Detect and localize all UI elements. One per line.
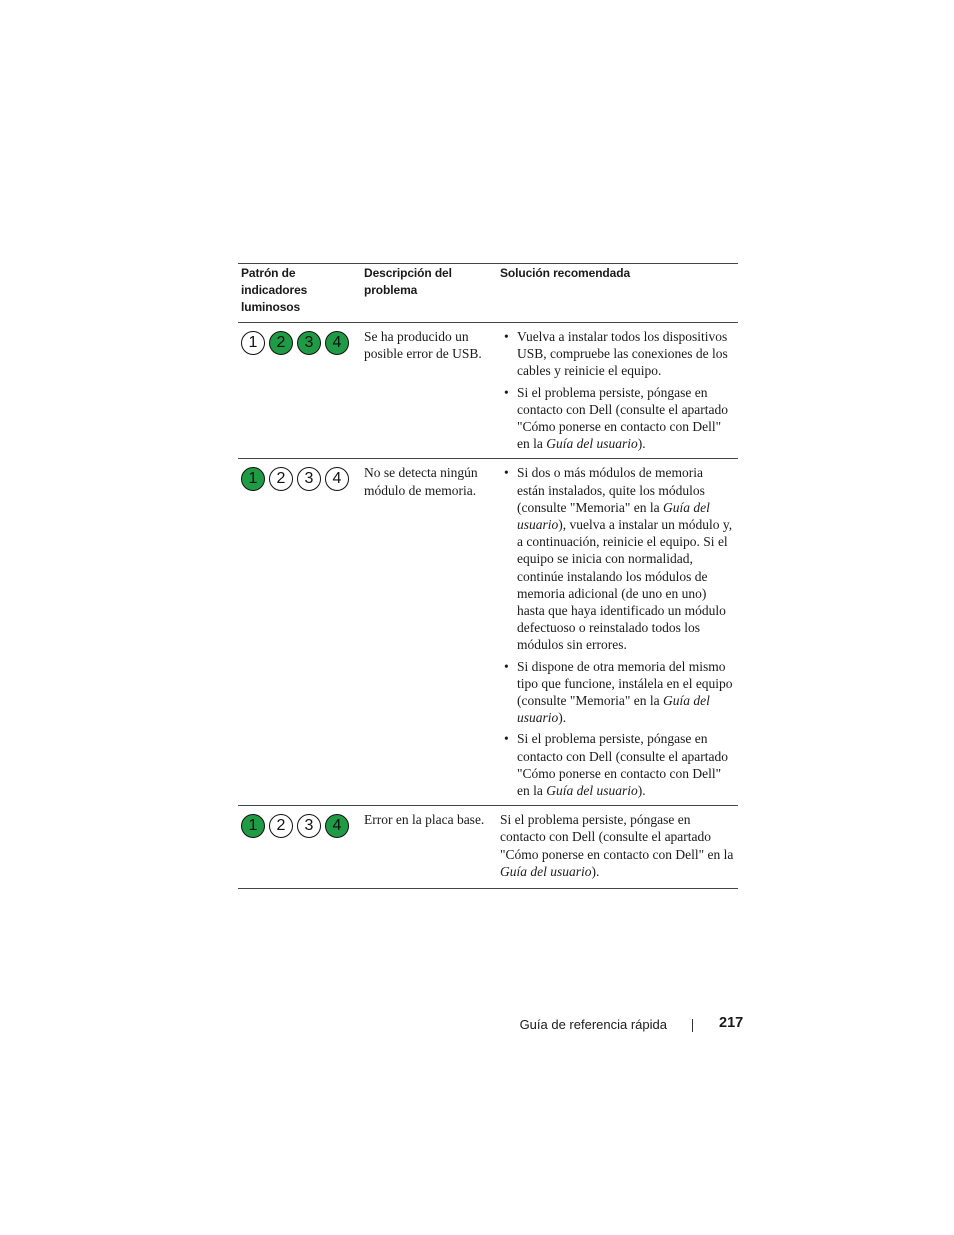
led-pattern-cell: [238, 323, 364, 458]
footer-separator: [692, 1019, 693, 1032]
led-pattern: [241, 459, 364, 491]
guide-reference: Guía del usuario: [517, 499, 710, 533]
problem-description: Se ha producido un posible error de USB.: [364, 329, 482, 362]
recommended-solution: [500, 323, 738, 458]
header-solution: Solución recomendada: [500, 266, 631, 280]
led-indicator-icon: 4: [325, 814, 349, 838]
problem-description: Error en la placa base.: [364, 812, 485, 828]
recommended-solution: [500, 459, 738, 805]
led-indicator-icon: 2: [269, 331, 293, 355]
footer-title: Guía de referencia rápida: [519, 1017, 667, 1032]
solution-paragraph: Si el problema persiste, póngase en contacto con Dell (consulte el apartado "Cómo ponerse en contacto con Dell" en la Guía del usuario).: [500, 812, 734, 879]
table-row: [238, 322, 738, 458]
page-number: 217: [719, 1015, 744, 1031]
solution-list: [500, 328, 734, 452]
table-row: [238, 805, 738, 889]
page-footer: [0, 1015, 954, 1035]
led-indicator-icon: 3: [297, 331, 321, 355]
led-pattern: [241, 323, 364, 355]
led-indicator-icon: 2: [269, 814, 293, 838]
header-pattern: Patrón de indicadores luminosos: [241, 266, 308, 314]
led-pattern: [241, 806, 364, 838]
guide-reference: Guía del usuario: [500, 863, 592, 879]
led-indicator-icon: 4: [325, 331, 349, 355]
led-indicator-icon: 3: [297, 467, 321, 491]
led-pattern-cell: [238, 806, 364, 888]
led-indicator-icon: 2: [269, 467, 293, 491]
led-pattern-cell: [238, 459, 364, 805]
recommended-solution: [500, 806, 738, 888]
solution-item: • Si dispone de otra memoria del mismo tipo que funcione, instálela en el equipo (consulte "Memoria" en la Guía del usuario).: [500, 658, 734, 727]
troubleshooting-table: [238, 263, 738, 889]
solution-item: • Si el problema persiste, póngase en contacto con Dell (consulte el apartado "Cómo ponerse en contacto con Dell" en la Guía del usuario).: [500, 730, 734, 799]
led-indicator-icon: 1: [241, 331, 265, 355]
header-description: Descripción del problema: [364, 266, 452, 297]
solution-item: • Si dos o más módulos de memoria están instalados, quite los módulos (consulte "Memoria" en la Guía del usuario), vuelva a instalar un módulo y, a continuación, reinicie el equipo. Si el equipo se inicia con normalidad, continúe instalando los módulos de memoria adicional (de uno en uno) hasta que haya identificado un módulo defectuoso o reinstalado todos los módulos sin errores.: [500, 464, 734, 653]
led-indicator-icon: 4: [325, 467, 349, 491]
guide-reference: Guía del usuario: [517, 693, 710, 726]
led-indicator-icon: 3: [297, 814, 321, 838]
table-header-row: [238, 263, 738, 322]
guide-reference: Guía del usuario: [546, 436, 638, 452]
solution-item: • Si el problema persiste, póngase en contacto con Dell (consulte el apartado "Cómo ponerse en contacto con Dell" en la Guía del usuario).: [500, 384, 734, 453]
guide-reference: Guía del usuario: [546, 783, 638, 799]
led-indicator-icon: 1: [241, 814, 265, 838]
problem-description: No se detecta ningún módulo de memoria.: [364, 465, 478, 498]
solution-item: • Vuelva a instalar todos los dispositivos USB, compruebe las conexiones de los cables y reinicie el equipo.: [500, 328, 734, 380]
solution-list: [500, 464, 734, 799]
led-indicator-icon: 1: [241, 467, 265, 491]
table-row: [238, 458, 738, 805]
